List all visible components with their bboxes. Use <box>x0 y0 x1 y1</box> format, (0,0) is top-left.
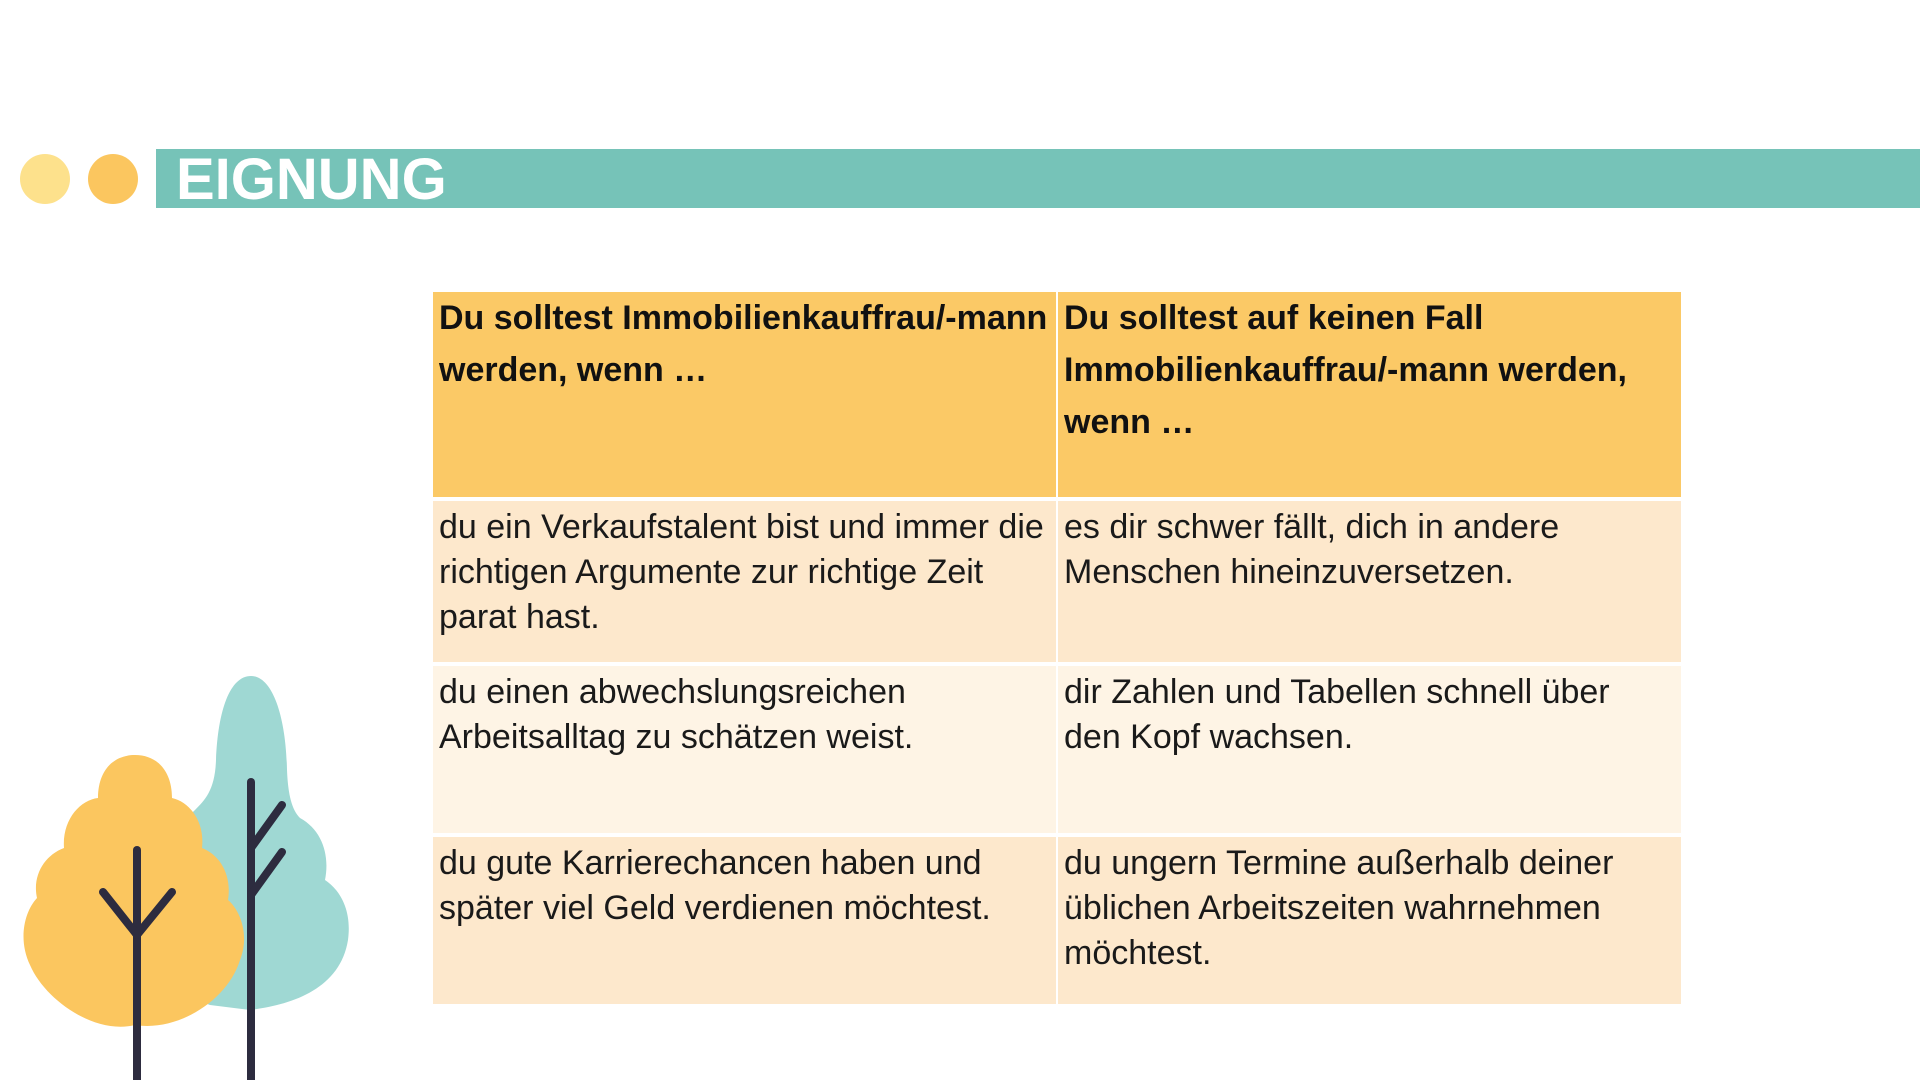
table-cell-pro-3: du gute Karrierechancen haben und später viel Geld verdienen möchtest. <box>433 837 1056 1004</box>
table-header-pro: Du solltest Immobilienkauffrau/-mann werden, wenn … <box>433 292 1056 497</box>
decorative-dot-dark <box>88 154 138 204</box>
table-cell-contra-1: es dir schwer fällt, dich in andere Menschen hineinzuversetzen. <box>1058 501 1681 662</box>
table-header-contra: Du solltest auf keinen Fall Immobilienkauffrau/-mann werden, wenn … <box>1058 292 1681 497</box>
page-title: EIGNUNG <box>176 147 447 212</box>
trees-illustration <box>0 660 380 1080</box>
table-cell-contra-2: dir Zahlen und Tabellen schnell über den Kopf wachsen. <box>1058 666 1681 833</box>
table-cell-pro-2: du einen abwechslungsreichen Arbeitsalltag zu schätzen weist. <box>433 666 1056 833</box>
table-cell-pro-1: du ein Verkaufstalent bist und immer die richtigen Argumente zur richtige Zeit parat hast. <box>433 501 1056 662</box>
suitability-table <box>433 292 1681 1004</box>
table-cell-contra-3: du ungern Termine außerhalb deiner üblichen Arbeitszeiten wahrnehmen möchtest. <box>1058 837 1681 1004</box>
decorative-dot-light <box>20 154 70 204</box>
title-bar <box>156 147 1920 212</box>
